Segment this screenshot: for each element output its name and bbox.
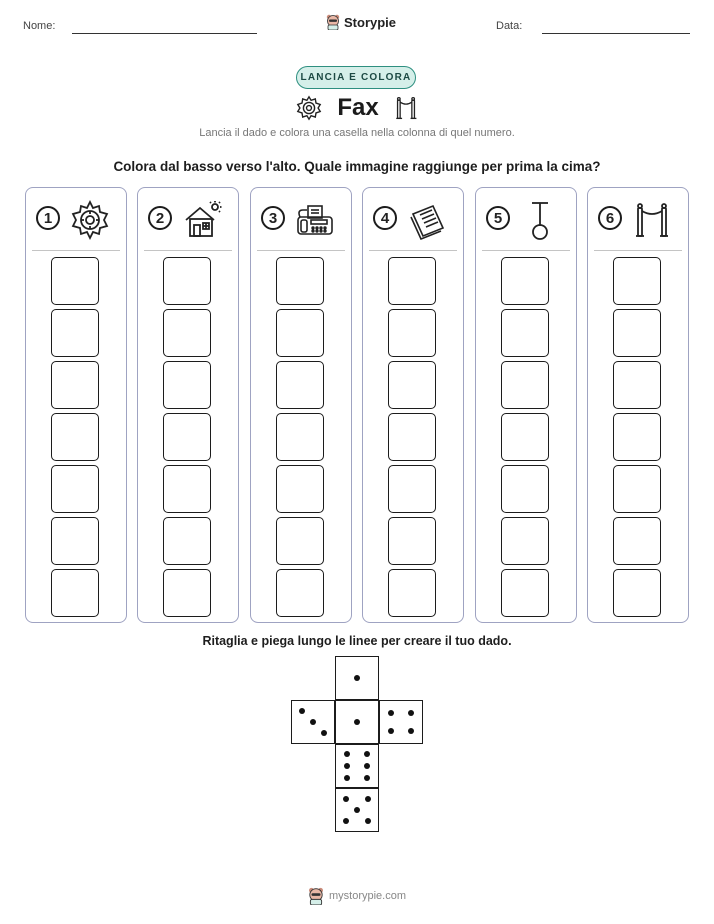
- color-box[interactable]: [501, 413, 549, 461]
- storypie-mascot-icon: [326, 14, 340, 30]
- page-title: Fax: [337, 94, 379, 121]
- die-pip: [364, 751, 370, 757]
- column-3: [250, 187, 352, 623]
- rope-barrier-icon: [393, 95, 419, 121]
- column-header: [476, 188, 576, 250]
- color-box[interactable]: [276, 413, 324, 461]
- footer-url: mystorypie.com: [328, 890, 407, 902]
- storypie-mascot-icon: [308, 887, 324, 905]
- color-box[interactable]: [51, 517, 99, 565]
- color-box[interactable]: [163, 569, 211, 617]
- column-5: [475, 187, 577, 623]
- color-box[interactable]: [613, 465, 661, 513]
- house-icon: [182, 200, 222, 240]
- color-box[interactable]: [163, 413, 211, 461]
- color-box[interactable]: [276, 309, 324, 357]
- column-header: [26, 188, 126, 250]
- color-box[interactable]: [163, 465, 211, 513]
- brand-name: Storypie: [344, 14, 397, 30]
- color-box[interactable]: [276, 517, 324, 565]
- color-box[interactable]: [51, 361, 99, 409]
- die-pip: [343, 796, 349, 802]
- column-number: 4: [373, 206, 397, 230]
- color-box[interactable]: [613, 309, 661, 357]
- color-box[interactable]: [501, 257, 549, 305]
- color-box[interactable]: [388, 569, 436, 617]
- column-header: [363, 188, 463, 250]
- die-pip: [408, 728, 414, 734]
- die-pip: [388, 728, 394, 734]
- color-box[interactable]: [501, 309, 549, 357]
- die-pip: [364, 763, 370, 769]
- color-box[interactable]: [501, 569, 549, 617]
- color-box[interactable]: [276, 465, 324, 513]
- column-header: [138, 188, 238, 250]
- color-box[interactable]: [163, 309, 211, 357]
- die-pip: [343, 818, 349, 824]
- die-pip: [344, 763, 350, 769]
- column-number: 1: [36, 206, 60, 230]
- color-box[interactable]: [613, 569, 661, 617]
- column-6: [587, 187, 689, 623]
- die-pip: [310, 719, 316, 725]
- column-number: 6: [598, 206, 622, 230]
- die-face-4: [379, 700, 423, 744]
- color-box[interactable]: [501, 361, 549, 409]
- column-2: [137, 187, 239, 623]
- gear-icon: [295, 94, 323, 122]
- column-header: [251, 188, 351, 250]
- color-box[interactable]: [163, 257, 211, 305]
- column-divider: [32, 250, 120, 251]
- column-1: [25, 187, 127, 623]
- die-face-6: [335, 744, 379, 788]
- name-label: Nome:: [23, 20, 56, 32]
- footer: [0, 887, 714, 905]
- name-line: [72, 33, 257, 34]
- color-box[interactable]: [51, 413, 99, 461]
- die-pip: [408, 710, 414, 716]
- rope-barrier-icon: [632, 200, 672, 240]
- paper-stack-icon: [407, 200, 447, 240]
- die-face-3: [291, 700, 335, 744]
- column-number: 3: [261, 206, 285, 230]
- color-box[interactable]: [388, 309, 436, 357]
- column-header: [588, 188, 688, 250]
- color-box[interactable]: [613, 257, 661, 305]
- die-pip: [344, 751, 350, 757]
- color-box[interactable]: [388, 257, 436, 305]
- column-divider: [369, 250, 457, 251]
- die-pip: [321, 730, 327, 736]
- die-pip: [344, 775, 350, 781]
- date-label: Data:: [496, 20, 523, 32]
- color-box[interactable]: [51, 257, 99, 305]
- cut-instruction: Ritaglia e piega lungo le linee per creare il tuo dado.: [202, 634, 512, 648]
- die-pip: [388, 710, 394, 716]
- die-pip: [354, 719, 360, 725]
- color-box[interactable]: [613, 413, 661, 461]
- column-number: 5: [486, 206, 510, 230]
- activity-badge: LANCIA E COLORA: [296, 66, 416, 89]
- die-pip: [365, 818, 371, 824]
- color-box[interactable]: [163, 361, 211, 409]
- fax-machine-icon: [295, 200, 335, 240]
- column-divider: [144, 250, 232, 251]
- instruction: Colora dal basso verso l'alto. Quale immagine raggiunge per prima la cima?: [113, 159, 601, 174]
- die-face-1: [335, 700, 379, 744]
- column-divider: [594, 250, 682, 251]
- title-row: [0, 92, 714, 124]
- color-box[interactable]: [388, 517, 436, 565]
- die-face-5: [335, 788, 379, 832]
- column-divider: [482, 250, 570, 251]
- color-box[interactable]: [613, 517, 661, 565]
- die-pip: [299, 708, 305, 714]
- brand-logo: [326, 14, 396, 30]
- die-pip: [364, 775, 370, 781]
- color-box[interactable]: [51, 569, 99, 617]
- die-face-1: [335, 656, 379, 700]
- color-box[interactable]: [51, 309, 99, 357]
- color-box[interactable]: [276, 257, 324, 305]
- color-box[interactable]: [51, 465, 99, 513]
- gear-icon: [70, 200, 110, 240]
- color-box[interactable]: [163, 517, 211, 565]
- column-divider: [257, 250, 345, 251]
- color-box[interactable]: [501, 517, 549, 565]
- column-4: [362, 187, 464, 623]
- subtitle: Lancia il dado e colora una casella nella colonna di quel numero.: [199, 127, 515, 139]
- color-box[interactable]: [276, 569, 324, 617]
- die-pip: [354, 807, 360, 813]
- color-box[interactable]: [388, 465, 436, 513]
- die-pip: [354, 675, 360, 681]
- color-box[interactable]: [501, 465, 549, 513]
- die-pip: [365, 796, 371, 802]
- color-box[interactable]: [613, 361, 661, 409]
- color-box[interactable]: [388, 413, 436, 461]
- date-line: [542, 33, 690, 34]
- column-number: 2: [148, 206, 172, 230]
- color-box[interactable]: [388, 361, 436, 409]
- color-box[interactable]: [276, 361, 324, 409]
- hanging-weight-icon: [520, 200, 560, 240]
